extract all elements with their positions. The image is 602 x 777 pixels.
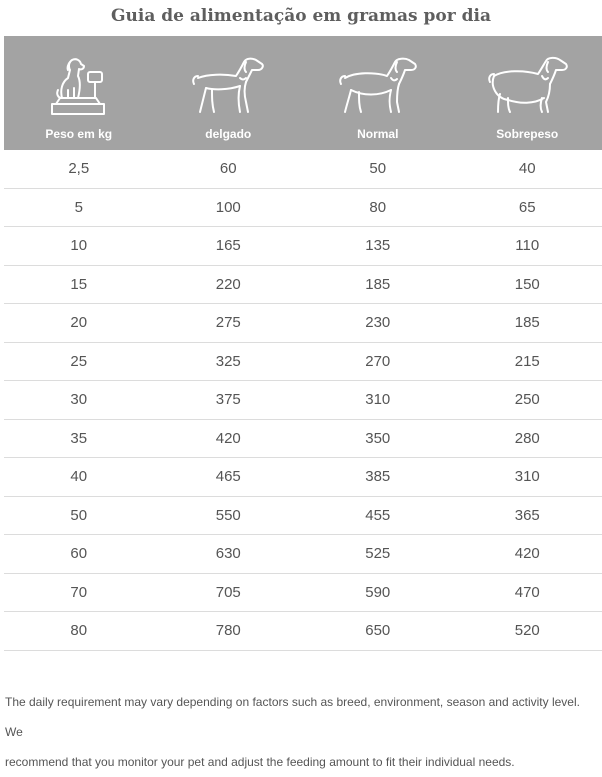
page-title: Guia de alimentação em gramas por dia [0,4,602,28]
table-body [4,150,602,651]
weight-cell: 80 [4,612,154,650]
dog-on-scale-icon [48,54,110,123]
weight-cell: 40 [4,458,154,496]
overweight-cell: 110 [453,227,602,265]
weight-cell: 15 [4,266,154,304]
normal-cell: 350 [303,420,453,458]
table-row [4,343,602,382]
footer-line-1: The daily requirement may vary depending on factors such as breed, environment, season and activity level. We [5,687,597,747]
footer-note [5,687,597,777]
normal-dog-icon [335,54,421,121]
table-row [4,266,602,305]
thin-cell: 420 [154,420,304,458]
table-row [4,420,602,459]
overweight-cell: 420 [453,535,602,573]
weight-cell: 25 [4,343,154,381]
overweight-cell: 470 [453,574,602,612]
thin-cell: 275 [154,304,304,342]
normal-cell: 185 [303,266,453,304]
header-thin-label: delgado [154,127,304,141]
normal-cell: 230 [303,304,453,342]
header-weight-label: Peso em kg [4,127,154,141]
weight-cell: 10 [4,227,154,265]
thin-cell: 165 [154,227,304,265]
table-row [4,497,602,536]
normal-cell: 385 [303,458,453,496]
normal-cell: 590 [303,574,453,612]
weight-cell: 70 [4,574,154,612]
normal-cell: 455 [303,497,453,535]
normal-cell: 650 [303,612,453,650]
feeding-table [4,36,602,651]
header-overweight-label: Sobrepeso [453,127,602,141]
thin-dog-icon [188,54,268,121]
thin-cell: 100 [154,189,304,227]
table-row [4,304,602,343]
table-row [4,458,602,497]
header-normal-label: Normal [303,127,453,141]
thin-cell: 705 [154,574,304,612]
normal-cell: 310 [303,381,453,419]
thin-cell: 220 [154,266,304,304]
overweight-cell: 65 [453,189,602,227]
weight-cell: 50 [4,497,154,535]
normal-cell: 80 [303,189,453,227]
thin-cell: 325 [154,343,304,381]
thin-cell: 375 [154,381,304,419]
weight-cell: 30 [4,381,154,419]
thin-cell: 550 [154,497,304,535]
table-row [4,535,602,574]
weight-cell: 60 [4,535,154,573]
overweight-cell: 280 [453,420,602,458]
overweight-cell: 250 [453,381,602,419]
weight-cell: 20 [4,304,154,342]
thin-cell: 465 [154,458,304,496]
thin-cell: 780 [154,612,304,650]
header-normal [303,36,453,150]
overweight-cell: 150 [453,266,602,304]
normal-cell: 270 [303,343,453,381]
table-row [4,227,602,266]
thin-cell: 60 [154,150,304,188]
table-row [4,574,602,613]
header-thin [154,36,304,150]
weight-cell: 35 [4,420,154,458]
table-row [4,189,602,228]
overweight-cell: 185 [453,304,602,342]
overweight-cell: 310 [453,458,602,496]
overweight-cell: 215 [453,343,602,381]
overweight-dog-icon [484,54,570,121]
footer-line-2: recommend that you monitor your pet and adjust the feeding amount to fit their individual needs. [5,747,597,777]
table-row [4,381,602,420]
header-weight [4,36,154,150]
weight-cell: 2,5 [4,150,154,188]
table-header [4,36,602,150]
overweight-cell: 365 [453,497,602,535]
table-row [4,150,602,189]
normal-cell: 525 [303,535,453,573]
table-row [4,612,602,651]
header-overweight [453,36,602,150]
normal-cell: 135 [303,227,453,265]
normal-cell: 50 [303,150,453,188]
weight-cell: 5 [4,189,154,227]
overweight-cell: 520 [453,612,602,650]
thin-cell: 630 [154,535,304,573]
overweight-cell: 40 [453,150,602,188]
